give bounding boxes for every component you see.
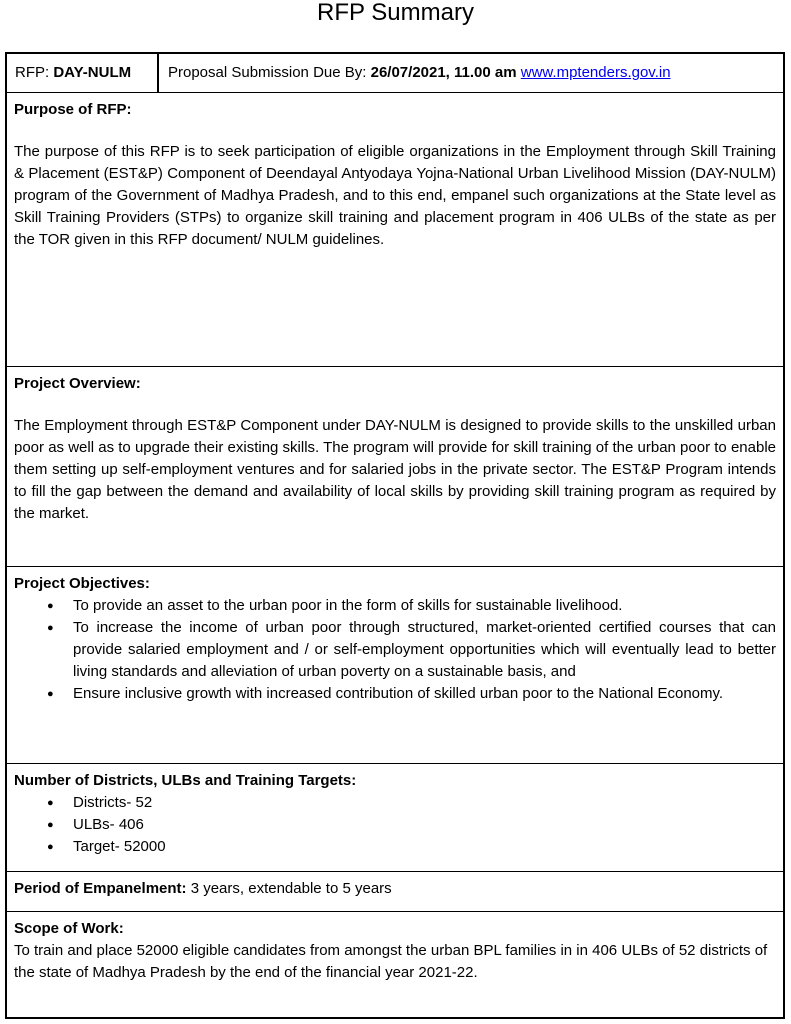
tender-website-link[interactable]: www.mptenders.gov.in	[520, 64, 671, 81]
header-row	[7, 54, 783, 92]
list-item: ● Target- 52000	[47, 836, 776, 858]
rfp-value: DAY-NULM	[53, 64, 132, 81]
scope-heading: Scope of Work:	[14, 920, 124, 937]
scope-text: To train and place 52000 eligible candidates from amongst the urban BPL families in in 406 ULBs of 52 districts of the state of Madhya Pradesh by the end of the financial year 2021-22.	[14, 942, 768, 981]
overview-heading: Project Overview:	[14, 375, 141, 392]
list-item: ● To increase the income of urban poor through structured, market-oriented certified courses that can provide salaried employment and / or self-employment opportunities which will eventually lead to better living standards and alleviation of urban poverty on a sustainable basis, and	[47, 617, 776, 683]
due-value: 26/07/2021, 11.00 am	[370, 64, 517, 81]
overview-section	[7, 366, 783, 566]
summary-table	[5, 52, 785, 1019]
scope-section	[7, 911, 783, 1017]
objectives-heading: Project Objectives:	[14, 575, 150, 592]
list-item: ● ULBs- 406	[47, 814, 776, 836]
list-item: ● Ensure inclusive growth with increased contribution of skilled urban poor to the National Economy.	[47, 683, 776, 705]
due-date-cell	[159, 54, 783, 92]
purpose-section	[7, 92, 783, 366]
empanelment-value: 3 years, extendable to 5 years	[186, 880, 392, 897]
targets-heading: Number of Districts, ULBs and Training Targets:	[14, 772, 357, 789]
due-label: Proposal Submission Due By:	[168, 64, 367, 81]
page-title: RFP Summary	[317, 0, 474, 26]
overview-text: The Employment through EST&P Component under DAY-NULM is designed to provide skills to the unskilled urban poor as well as to upgrade their existing skills. The program will provide for skill training of the urban poor to enable them setting up self-employment ventures and for salaried jobs in the private sector. The EST&P Program intends to fill the gap between the demand and availability of local skills by providing skill training program as required by the market.	[14, 417, 776, 522]
targets-section	[7, 763, 783, 871]
objectives-section	[7, 566, 783, 763]
empanelment-section	[7, 871, 783, 911]
list-item: ● Districts- 52	[47, 792, 776, 814]
objectives-list	[14, 595, 776, 705]
purpose-text: The purpose of this RFP is to seek participation of eligible organizations in the Employment through Skill Training & Placement (EST&P) Component of Deendayal Antyodaya Yojna-National Urban Livelihood Mission (DAY-NULM) program of the Government of Madhya Pradesh, and to this end, empanel such organizations at the State level as Skill Training Providers (STPs) to organize skill training and placement program in 406 ULBs of the state as per the TOR given in this RFP document/ NULM guidelines.	[14, 143, 776, 248]
rfp-label: RFP:	[15, 64, 50, 81]
rfp-cell	[7, 54, 159, 92]
list-item: ● To provide an asset to the urban poor in the form of skills for sustainable livelihood.	[47, 595, 776, 617]
empanelment-label: Period of Empanelment:	[14, 880, 187, 897]
targets-list	[14, 792, 776, 858]
purpose-heading: Purpose of RFP:	[14, 101, 132, 118]
